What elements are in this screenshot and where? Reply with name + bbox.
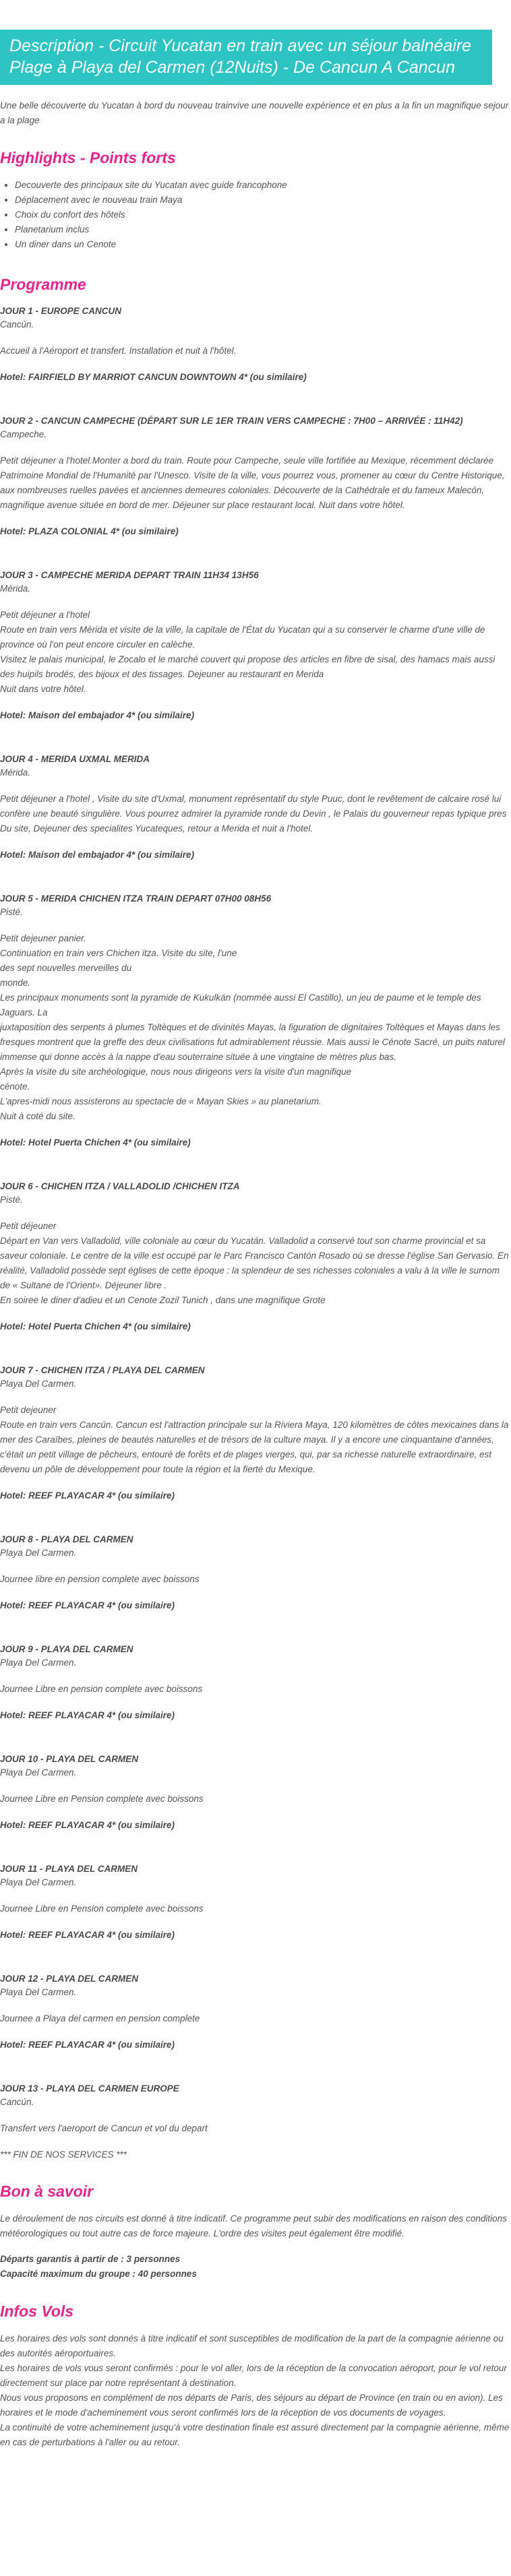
day-description: Journee a Playa del carmen en pension complete <box>0 2013 200 2023</box>
day-block <box>0 305 511 384</box>
day-hotel: Hotel: REEF PLAYACAR 4* (ou similaire) <box>0 1820 175 1830</box>
day-hotel: Hotel: FAIRFIELD BY MARRIOT CANCUN DOWNTOWN 4* (ou similaire) <box>0 372 307 382</box>
intro-text: Une belle découverte du Yucatan à bord du nouveau trainvive une nouvelle expérience et en plus a la fin un magnifique sejour a la plage <box>0 100 509 125</box>
day-block <box>0 1753 511 1832</box>
day-block <box>0 1364 511 1503</box>
highlight-item: • Choix du confort des hôtels <box>15 208 511 222</box>
day-description: Petit déjeuner a l'hotel Route en train vers Mérida et visite de la ville, la capitale de l'État du Yucatan qui a su conserver le charme d'une ville de province où l'on peut encore circuler en calèche. Visitez le palais municipal, le Zocalo et le marché couvert qui propose des articles en fibre de sisal, des hamacs mais aussi des huipils brodés, des bijoux et des tissages. Dejeuner au restaurant en Merida Nuit dans votre hôtel. <box>0 610 495 694</box>
highlights-list <box>0 178 511 252</box>
day-block <box>0 1180 511 1333</box>
day-block <box>0 753 511 862</box>
highlight-item: • Un diner dans un Cenote <box>15 237 511 252</box>
day-title: JOUR 1 - EUROPE CANCUN <box>0 306 122 316</box>
day-description: Journee Libre en Pension complete avec boissons <box>0 1904 204 1914</box>
highlight-item: • Decouverte des principaux site du Yucatan avec guide francophone <box>15 178 511 193</box>
day-city: Playa Del Carmen. <box>0 1767 77 1778</box>
day-block <box>0 1862 511 1942</box>
day-title: JOUR 9 - PLAYA DEL CARMEN <box>0 1644 133 1654</box>
day-title: JOUR 10 - PLAYA DEL CARMEN <box>0 1754 139 1764</box>
day-hotel: Hotel: PLAZA COLONIAL 4* (ou similaire) <box>0 526 179 536</box>
day-title: JOUR 7 - CHICHEN ITZA / PLAYA DEL CARMEN <box>0 1365 205 1375</box>
infos-vols-text: Les horaires des vols sont donnés à titre indicatif et sont susceptibles de modification de la part de la compagnie aérienne ou des autorités aéroportuaires. Les horaires de vols vous seront confirmés : pour le vol aller, lors de la réception de la convocation aéroport, pour le vol retour directement sur place par notre représentant à destination. Nous vous proposons en complément de nos départs de Paris, des séjours au départ de Province (en train ou en avion). Les horaires et le mode d'acheminement vous seront confirmés lors de la réception de vos documents de voyages. La continuité de votre acheminement jusqu'à votre destination finale est assuré directement par la compagnie aérienne, même en cas de perturbations à l'aller ou au retour. <box>0 2333 510 2447</box>
day-city: Mérida. <box>0 584 31 594</box>
programme-days <box>0 305 511 2052</box>
day-city: Cancún. <box>0 319 34 329</box>
day-title: JOUR 2 - CANCUN CAMPECHE (DÉPART SUR LE 1ER TRAIN VERS CAMPECHE : 7H00 – ARRIVÉE : 11H42) <box>0 416 463 426</box>
day-city: Cancún. <box>0 2097 34 2107</box>
day-hotel: Hotel: REEF PLAYACAR 4* (ou similaire) <box>0 1490 175 1501</box>
capacite-max: Capacité maximum du groupe : 40 personnes <box>0 2269 197 2279</box>
day-title: JOUR 4 - MERIDA UXMAL MERIDA <box>0 754 150 764</box>
page-title: Description - Circuit Yucatan en train avec un séjour balnéaire Plage à Playa del Carmen (12Nuits) - De Cancun A Cancun <box>0 30 492 85</box>
day-hotel: Hotel: Hotel Puerta Chichen 4* (ou similaire) <box>0 1137 191 1148</box>
day-city: Pisté. <box>0 907 23 917</box>
bon-savoir-heading: Bon à savoir <box>0 2182 94 2200</box>
day-hotel: Hotel: Maison del embajador 4* (ou similaire) <box>0 850 195 860</box>
day-hotel: Hotel: REEF PLAYACAR 4* (ou similaire) <box>0 1600 175 1610</box>
highlights-heading: Highlights - Points forts <box>0 149 176 166</box>
infos-vols-heading: Infos Vols <box>0 2302 74 2320</box>
day-city: Playa Del Carmen. <box>0 1658 77 1668</box>
day-city: Playa Del Carmen. <box>0 1548 77 1558</box>
programme-heading: Programme <box>0 276 86 293</box>
day-title: JOUR 5 - MERIDA CHICHEN ITZA TRAIN DEPART 07H00 08H56 <box>0 893 272 904</box>
end-of-services: *** FIN DE NOS SERVICES *** <box>0 2149 127 2160</box>
day-block <box>0 892 511 1150</box>
day-title: JOUR 11 - PLAYA DEL CARMEN <box>0 1864 138 1874</box>
day-city: Playa Del Carmen. <box>0 1379 77 1389</box>
day-description: Petit déjeuner a l'hotel , Visite du site d'Uxmal, monument représentatif du style Puuc, dont le revêtement de calcaire rosé lui confère une beauté singulière. Vous pourrez admirer la pyramide ronde du Devin , le Palais du gouverneur repas typique pres Du site, Dejeuner des specialites Yucateques, retour a Merida et nuit a l'hotel. <box>0 794 507 834</box>
day-title: JOUR 8 - PLAYA DEL CARMEN <box>0 1534 133 1544</box>
day-description: Petit déjeuner a l'hotel.Monter a bord du train. Route pour Campeche, seule ville fortifiée au Mexique, récemment déclarée Patrimoine Mondial de l'Humanité par l'Unesco. Visite de la ville, vous pourrez vous, promener au cœur du Centre Historique, aux nombreuses ruelles pavées et anciennes demeures coloniales. Découverte de la Cathédrale et du fameux Malecón, magnifique avenue située en bord de mer. Déjeuner sur place restaurant local. Nuit dans votre hôtel. <box>0 455 505 510</box>
day-description: Transfert vers l'aeroport de Cancun et vol du depart <box>0 2123 208 2133</box>
day-city: Mérida. <box>0 767 31 778</box>
day-title: JOUR 13 - PLAYA DEL CARMEN EUROPE <box>0 2083 179 2094</box>
day-block <box>0 1643 511 1722</box>
day-city: Campeche. <box>0 429 47 439</box>
departs-garantis: Départs garantis à partir de : 3 personnes <box>0 2254 181 2264</box>
day-city: Pisté. <box>0 1195 23 1205</box>
day-block <box>0 414 511 538</box>
highlight-item: • Planetarium inclus <box>15 222 511 237</box>
day-description: Petit dejeuner panier. Continuation en train vers Chichen itza. Visite du site, l'une des sept nouvelles merveilles du monde. Les principaux monuments sont la pyramide de Kukulkán (nommée aussi El Castillo), un jeu de paume et le temple des Jaguars. La juxtaposition des serpents à plumes Toltèques et de divinités Mayas, la figuration de dignitaires Toltèques et Mayas dans les fresques montrent que la greffe des deux civilisations fut admirablement réussie. Mais aussi le Cénote Sacré, un puits naturel immense qui donne accès à la nappe d'eau souterraine située à une vingtaine de mètres plus bas. Après la visite du site archéologique, nous nous dirigeons vers la visite d'un magnifique cénote. L'apres-midi nous assisterons au spectacle de « Mayan Skies » au planetarium. Nuit à coté du site. <box>0 933 505 1121</box>
day-title: JOUR 3 - CAMPECHE MERIDA DEPART TRAIN 11H34 13H56 <box>0 570 259 580</box>
day-hotel: Hotel: REEF PLAYACAR 4* (ou similaire) <box>0 1710 175 1720</box>
day-description: Accueil à l'Aéroport et transfert. Installation et nuit à l'hôtel. <box>0 346 237 356</box>
day-hotel: Hotel: Hotel Puerta Chichen 4* (ou similaire) <box>0 1321 191 1331</box>
last-day <box>0 2082 511 2136</box>
day-title: JOUR 6 - CHICHEN ITZA / VALLADOLID /CHICHEN ITZA <box>0 1181 240 1191</box>
day-hotel: Hotel: Maison del embajador 4* (ou similaire) <box>0 710 195 720</box>
day-title: JOUR 12 - PLAYA DEL CARMEN <box>0 1974 139 1984</box>
day-block <box>0 1533 511 1612</box>
day-block <box>0 569 511 722</box>
highlight-item: • Déplacement avec le nouveau train Maya <box>15 193 511 208</box>
day-description: Journee libre en pension complete avec boissons <box>0 1574 200 1584</box>
day-description: Journee Libre en pension complete avec boissons <box>0 1684 203 1694</box>
day-city: Playa Del Carmen. <box>0 1877 77 1887</box>
bon-savoir-text: Le déroulement de nos circuits est donné à titre indicatif. Ce programme peut subir des modifications en raison des conditions météorologiques ou tout autre cas de force majeure. L'ordre des visites peut également être modifié. <box>0 2213 507 2238</box>
day-hotel: Hotel: REEF PLAYACAR 4* (ou similaire) <box>0 2040 175 2050</box>
day-hotel: Hotel: REEF PLAYACAR 4* (ou similaire) <box>0 1930 175 1940</box>
day-description: Petit dejeuner Route en train vers Cancún. Cancun est l'attraction principale sur la Riviera Maya, 120 kilomètres de côtes mexicaines dans la mer des Caraïbes, pleines de beautés naturelles et de trésors de la culture maya. Il y a encore une cinquantaine d'années, c'était un petit village de pêcheurs, entouré de forêts et de plages vierges, qui, par sa richesse naturelle extraordinaire, est devenu un pôle de développement pour toute la région et la fierté du Mexique. <box>0 1405 509 1474</box>
day-description: Petit déjeuner Départ en Van vers Valladolid, ville coloniale au cœur du Yucatán. Valladolid a conservé tout son charme provincial et sa saveur coloniale. Le centre de la ville est occupé par le Parc Francisco Cantón Rosado où se dresse l'église San Gervasio. En réalité, Valladolid possède sept églises de cette époque : la splendeur de ses richesses coloniales a valu à la ville le surnom de « Sultane de l'Orient». Déjeuner libre . En soiree le diner d'adieu et un Cenote Zozil Tunich , dans une magnifique Grote <box>0 1221 509 1305</box>
day-block <box>0 1972 511 2052</box>
day-description: Journee Libre en Pension complete avec boissons <box>0 1794 204 1804</box>
day-city: Playa Del Carmen. <box>0 1987 77 1997</box>
